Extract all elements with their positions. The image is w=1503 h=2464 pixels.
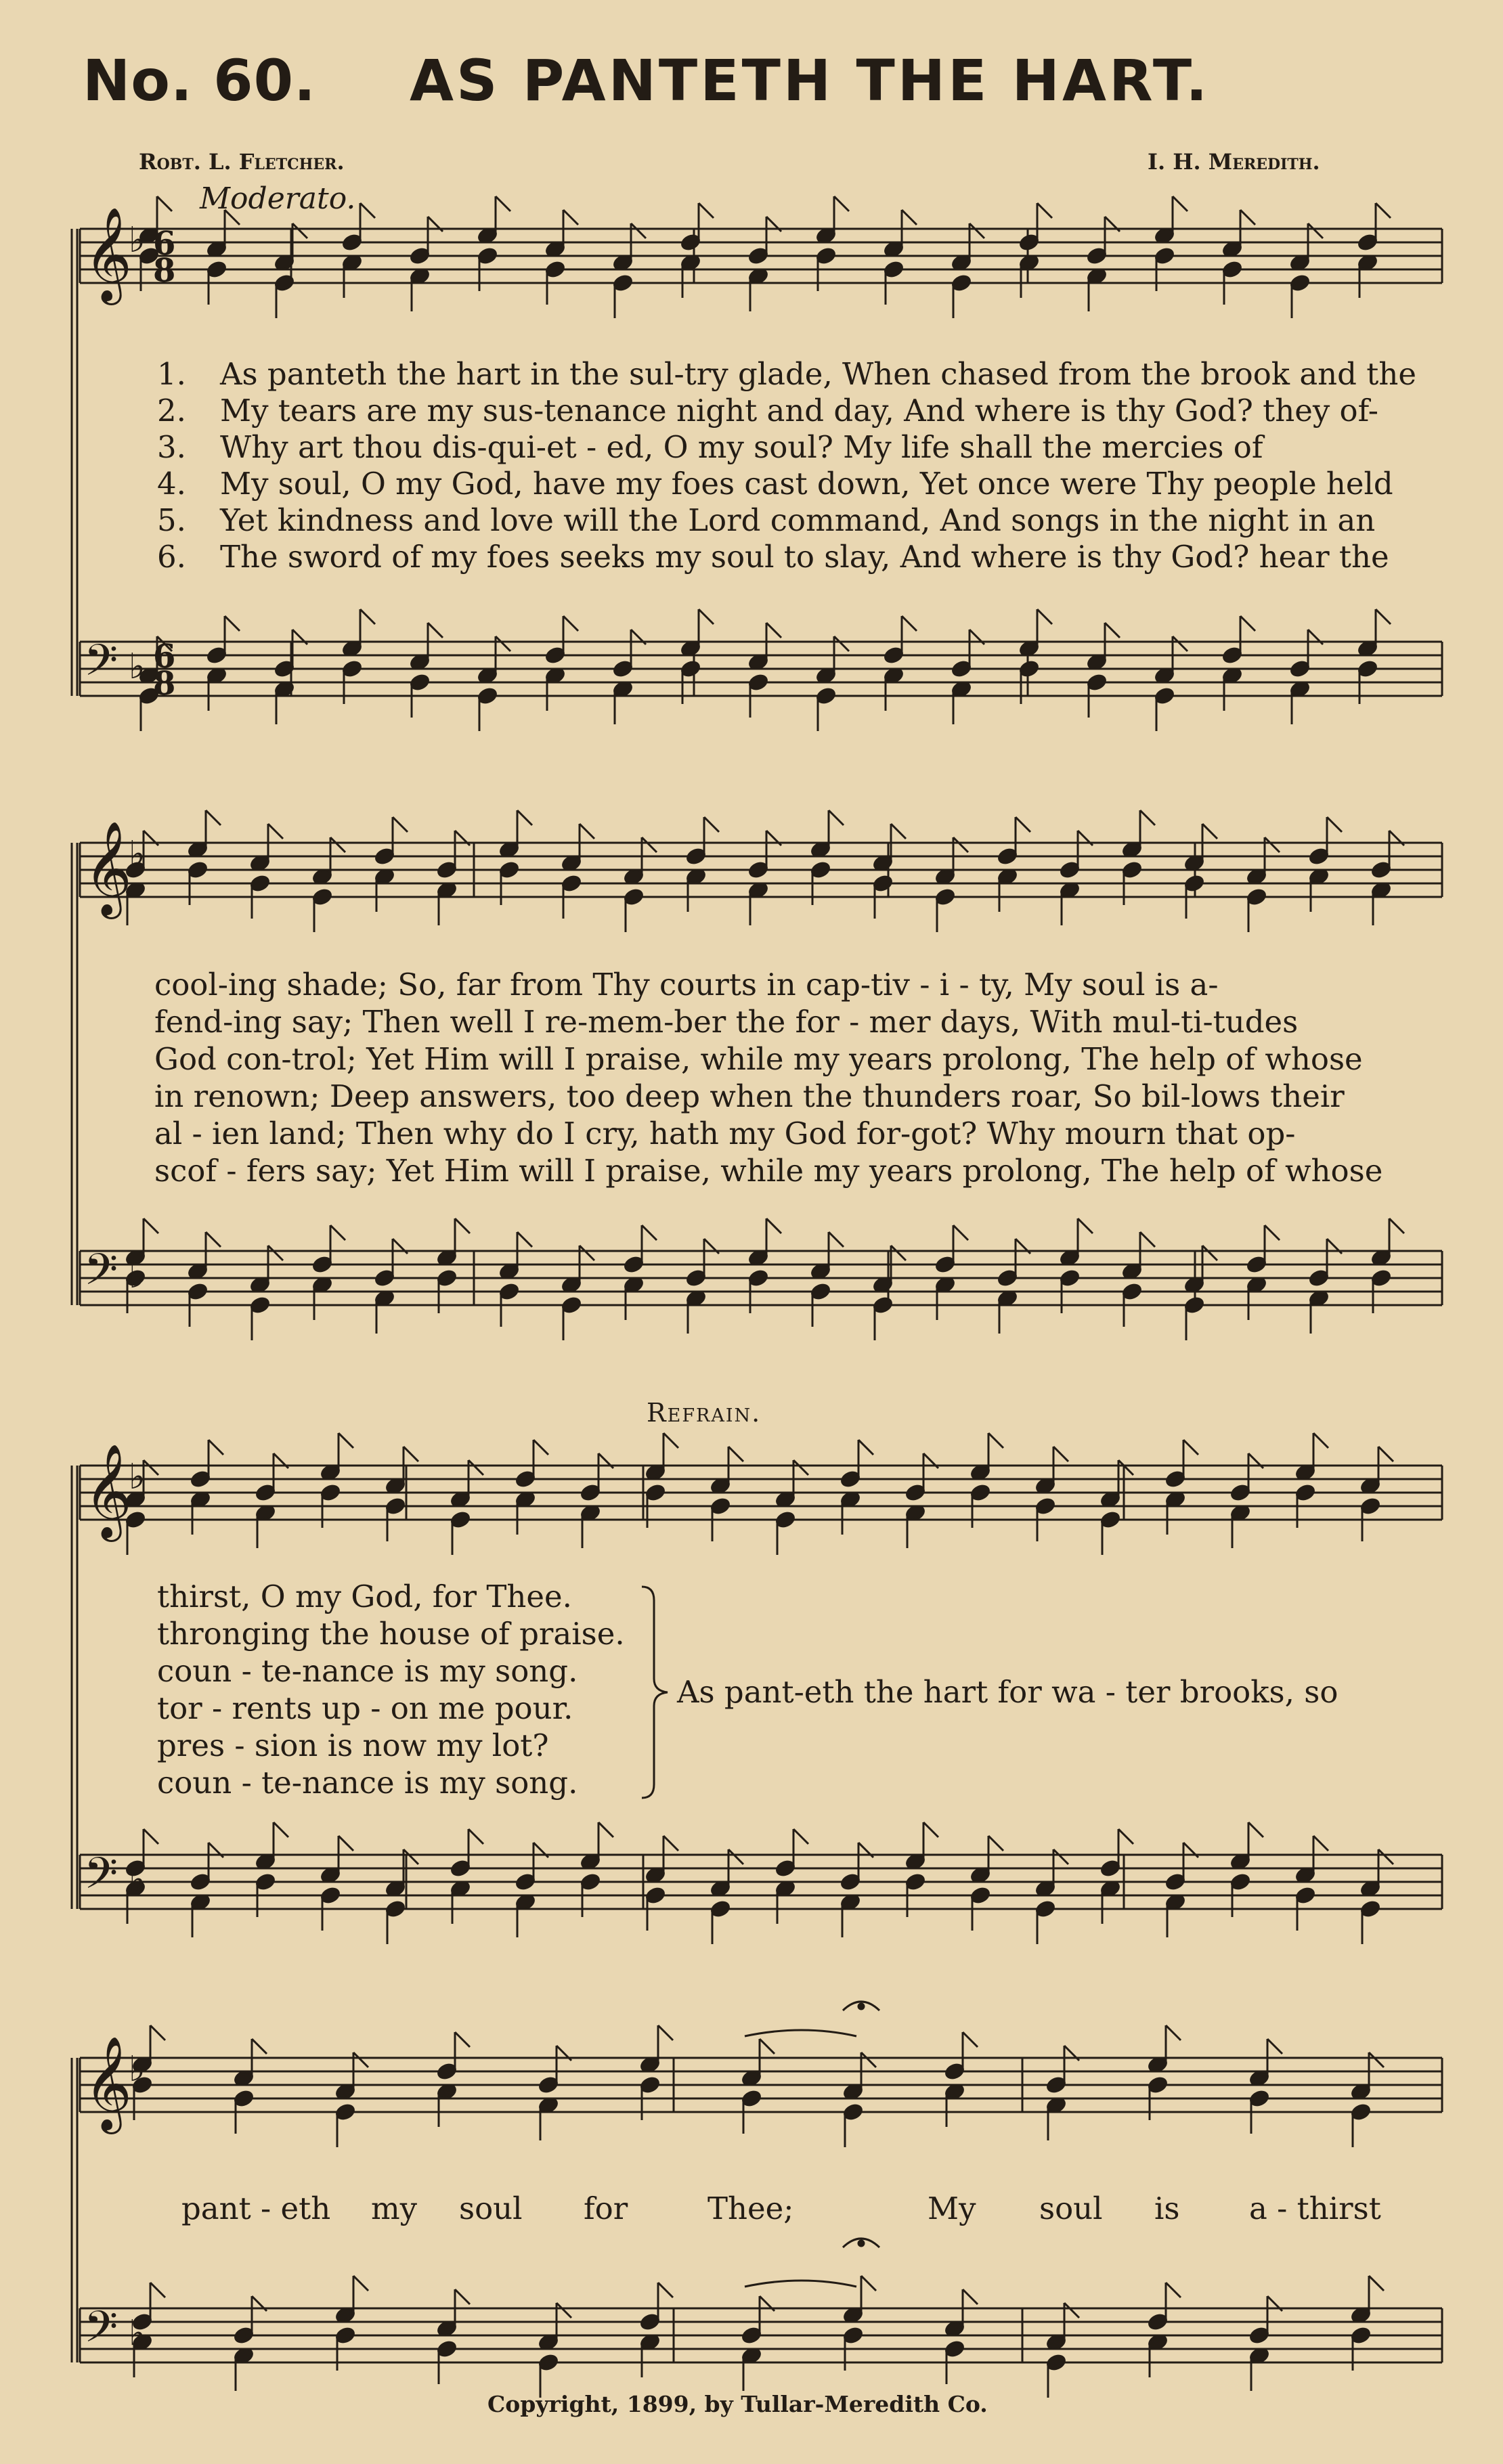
verse-5-line-3: pres - sion is now my lot? [157,1728,549,1763]
note-flag [1173,196,1188,211]
treble-clef-icon: 𝄞 [84,821,132,915]
flat-icon: ♭ [129,646,146,687]
note-flag [858,1440,873,1455]
note-flag [1140,1232,1155,1247]
note-flag [1064,2303,1079,2318]
note-flag [144,1460,158,1475]
note-flag [766,623,781,638]
note-flag [455,1218,470,1233]
bass-clef-icon: 𝄢 [84,636,118,697]
note-flag [1248,1822,1263,1837]
note-flag [1053,1849,1068,1864]
bass-clef-icon: 𝄢 [84,1245,118,1306]
note-flag [793,1460,808,1475]
note-flag [1313,1836,1328,1851]
tie-arc [745,2281,856,2287]
note-flag [663,1433,678,1448]
note-flag [953,1225,968,1240]
note-flag [496,196,510,211]
verse-1-number: 1. [157,356,186,392]
note-flag [1078,1218,1093,1233]
copyright-notice: Copyright, 1899, by Tullar-Meredith Co. [487,2391,988,2417]
flat-icon: ♭ [129,220,146,261]
verse-2-line-2: fend-ing say; Then well I re-mem-ber the for - mer days, With mul-ti-tudes [154,1004,1299,1040]
refrain-word: soul [459,2191,523,2226]
note-flag [1376,203,1391,218]
tempo-marking: Moderato. [200,181,356,216]
refrain-label: Refrain. [647,1398,762,1428]
note-flag [1389,1218,1404,1233]
refrain-word: a - thirst [1249,2191,1381,2226]
verse-3-number: 3. [157,429,186,465]
note-flag [225,210,240,225]
treble-clef-icon: 𝄞 [84,207,132,301]
note-flag [580,1246,594,1260]
note-flag [557,2303,571,2318]
flat-icon: ♭ [129,1256,146,1296]
note-flag [642,837,657,852]
refrain-word: soul [1039,2191,1103,2226]
note-flag [455,2289,470,2304]
note-flag [157,196,172,211]
note-flag [834,196,849,211]
note-flag [663,1836,678,1851]
note-flag [330,837,345,852]
verse-5-line-2: al - ien land; Then why do I cry, hath my God for-got? Why mourn that op- [154,1116,1296,1151]
note-flag [1240,616,1255,631]
note-flag [1105,623,1120,638]
note-flag [1166,2283,1181,2297]
note-flag [517,1232,532,1247]
verse-6-line-2: scof - fers say; Yet Him will I praise, while my years prolong, The help of whose [154,1153,1383,1189]
note-flag [1308,223,1323,238]
note-flag [902,210,917,225]
note-flag [1166,2025,1181,2040]
note-flag [861,2276,876,2291]
note-flag [292,223,307,238]
note-flag [144,1218,158,1233]
bass-clef-icon: 𝄢 [84,1849,118,1910]
note-flag [1053,1447,1068,1461]
note-flag [953,837,968,852]
note-flag [766,1218,781,1233]
note-flag [150,2025,165,2040]
note-flag [988,1836,1003,1851]
note-flag [704,817,719,832]
note-flag [455,2032,470,2047]
fermata-dot [858,2004,864,2009]
note-flag [699,203,714,218]
note-flag [533,1440,548,1455]
note-flag [829,1232,844,1247]
verse-6-number: 6. [157,539,186,575]
verse-6-line-3: coun - te-nance is my song. [157,1765,578,1801]
note-flag [428,623,443,638]
note-flag [1369,2276,1384,2291]
note-flag [1378,1849,1393,1864]
note-flag [963,2032,978,2047]
hymn-number: No. 60. [83,47,316,114]
verse-4-line-3: tor - rents up - on me pour. [157,1690,573,1726]
note-flag [274,1822,288,1837]
note-flag [1265,1225,1280,1240]
refrain-word: my [371,2191,418,2226]
time-signature-bottom: 8 [153,665,176,703]
verse-6-line-1: The sword of my foes seeks my soul to slay, And where is thy God? hear the [220,539,1389,575]
refrain-word: pant - eth [181,2191,331,2226]
note-flag [1376,609,1391,624]
verse-2-line-3: thronging the house of praise. [157,1616,625,1652]
time-signature-bottom: 8 [153,252,176,290]
note-flag [658,2025,673,2040]
note-flag [1267,2039,1282,2054]
verse-3-line-3: coun - te-nance is my song. [157,1653,578,1689]
note-flag [1118,1829,1133,1844]
note-flag [902,616,917,631]
verse-2-line-1: My tears are my sus-tenance night and day, And where is thy God? they of- [220,393,1378,428]
note-flag [598,1822,613,1837]
fermata-dot [858,2241,864,2246]
refrain-word: is [1154,2191,1180,2226]
note-flag [393,817,408,832]
flat-icon: ♭ [129,2049,146,2090]
note-flag [642,1225,657,1240]
note-flag [1016,817,1030,832]
note-flag [1378,1447,1393,1461]
note-flag [144,1829,158,1844]
treble-clef-icon: 𝄞 [84,1444,132,1538]
note-flag [728,1447,743,1461]
note-flag [1037,203,1052,218]
note-flag [861,2052,876,2067]
note-flag [353,2052,368,2067]
flat-icon: ♭ [129,1860,146,1900]
verse-5-line-1: Yet kindness and love will the Lord command, And songs in the night in an [220,502,1376,538]
time-signature-top: 6 [153,225,176,263]
note-flag [1118,1460,1133,1475]
time-signature-top: 6 [153,638,176,676]
note-flag [517,810,532,825]
refrain-word: for [584,2191,628,2226]
verse-4-number: 4. [157,466,186,502]
note-flag [339,1433,353,1448]
verse-4-line-2: in renown; Deep answers, too deep when the thunders roar, So bil-lows their [154,1078,1345,1114]
note-flag [963,2289,978,2304]
note-flag [793,1829,808,1844]
note-flag [829,810,844,825]
note-flag [1327,817,1342,832]
note-flag [1369,2052,1384,2067]
note-flag [469,1460,483,1475]
note-flag [1140,810,1155,825]
note-flag [496,636,510,651]
note-flag [1202,824,1217,839]
note-flag [699,609,714,624]
hymn-title: AS PANTETH THE HART. [410,47,1211,114]
note-flag [760,2039,775,2054]
note-flag [580,824,594,839]
verse-1-line-3: thirst, O my God, for Thee. [157,1579,572,1614]
note-flag [923,1822,938,1837]
note-flag [360,609,375,624]
verse-1-line-1: As panteth the hart in the sul-try glade, When chased from the brook and the [220,356,1416,392]
tie-arc [745,2030,856,2036]
note-flag [563,210,578,225]
flat-icon: ♭ [129,2313,146,2354]
note-flag [1265,837,1280,852]
note-flag [563,616,578,631]
note-flag [988,1433,1003,1448]
note-flag [150,2283,165,2297]
note-flag [1240,210,1255,225]
note-flag [206,1232,221,1247]
note-flag [268,824,283,839]
verse-3-line-1: Why art thou dis-qui-et - ed, O my soul? My life shall the mercies of [220,429,1263,465]
composer-credit: I. H. Meredith. [1148,149,1320,175]
verse-3-line-2: God con-trol; Yet Him will I praise, while my years prolong, The help of whose [154,1041,1363,1077]
note-flag [206,810,221,825]
treble-clef-icon: 𝄞 [84,2036,132,2130]
lyricist-credit: Robt. L. Fletcher. [139,149,345,175]
note-flag [728,1849,743,1864]
refrain-word: Thee; [707,2191,794,2226]
bass-clef-icon: 𝄢 [84,2302,118,2363]
note-flag [360,203,375,218]
flat-icon: ♭ [129,1457,146,1497]
verse-1-line-2: cool-ing shade; So, far from Thy courts in cap-tiv - i - ty, My soul is a- [154,967,1219,1003]
note-flag [330,1225,345,1240]
note-flag [891,1246,906,1260]
note-flag [469,1829,483,1844]
note-flag [631,223,646,238]
note-flag [353,2276,368,2291]
note-flag [970,223,984,238]
note-flag [1183,1440,1198,1455]
note-flag [1037,609,1052,624]
note-flag [339,1836,353,1851]
note-flag [209,1440,223,1455]
verse-4-line-1: My soul, O my God, have my foes cast down, Yet once were Thy people held [220,466,1393,502]
note-flag [658,2283,673,2297]
verse-5-number: 5. [157,502,186,538]
note-flag [225,616,240,631]
note-flag [1202,1246,1217,1260]
flat-icon: ♭ [129,834,146,875]
refrain-word: My [928,2191,976,2226]
note-flag [404,1447,418,1461]
verse-bracket [636,1584,677,1801]
note-flag [891,824,906,839]
note-flag [268,1246,283,1260]
note-flag [1173,636,1188,651]
refrain-line-1: As pant-eth the hart for wa - ter brooks, so [677,1674,1338,1710]
verse-2-number: 2. [157,393,186,428]
note-flag [834,636,849,651]
note-flag [252,2039,267,2054]
note-flag [1313,1433,1328,1448]
